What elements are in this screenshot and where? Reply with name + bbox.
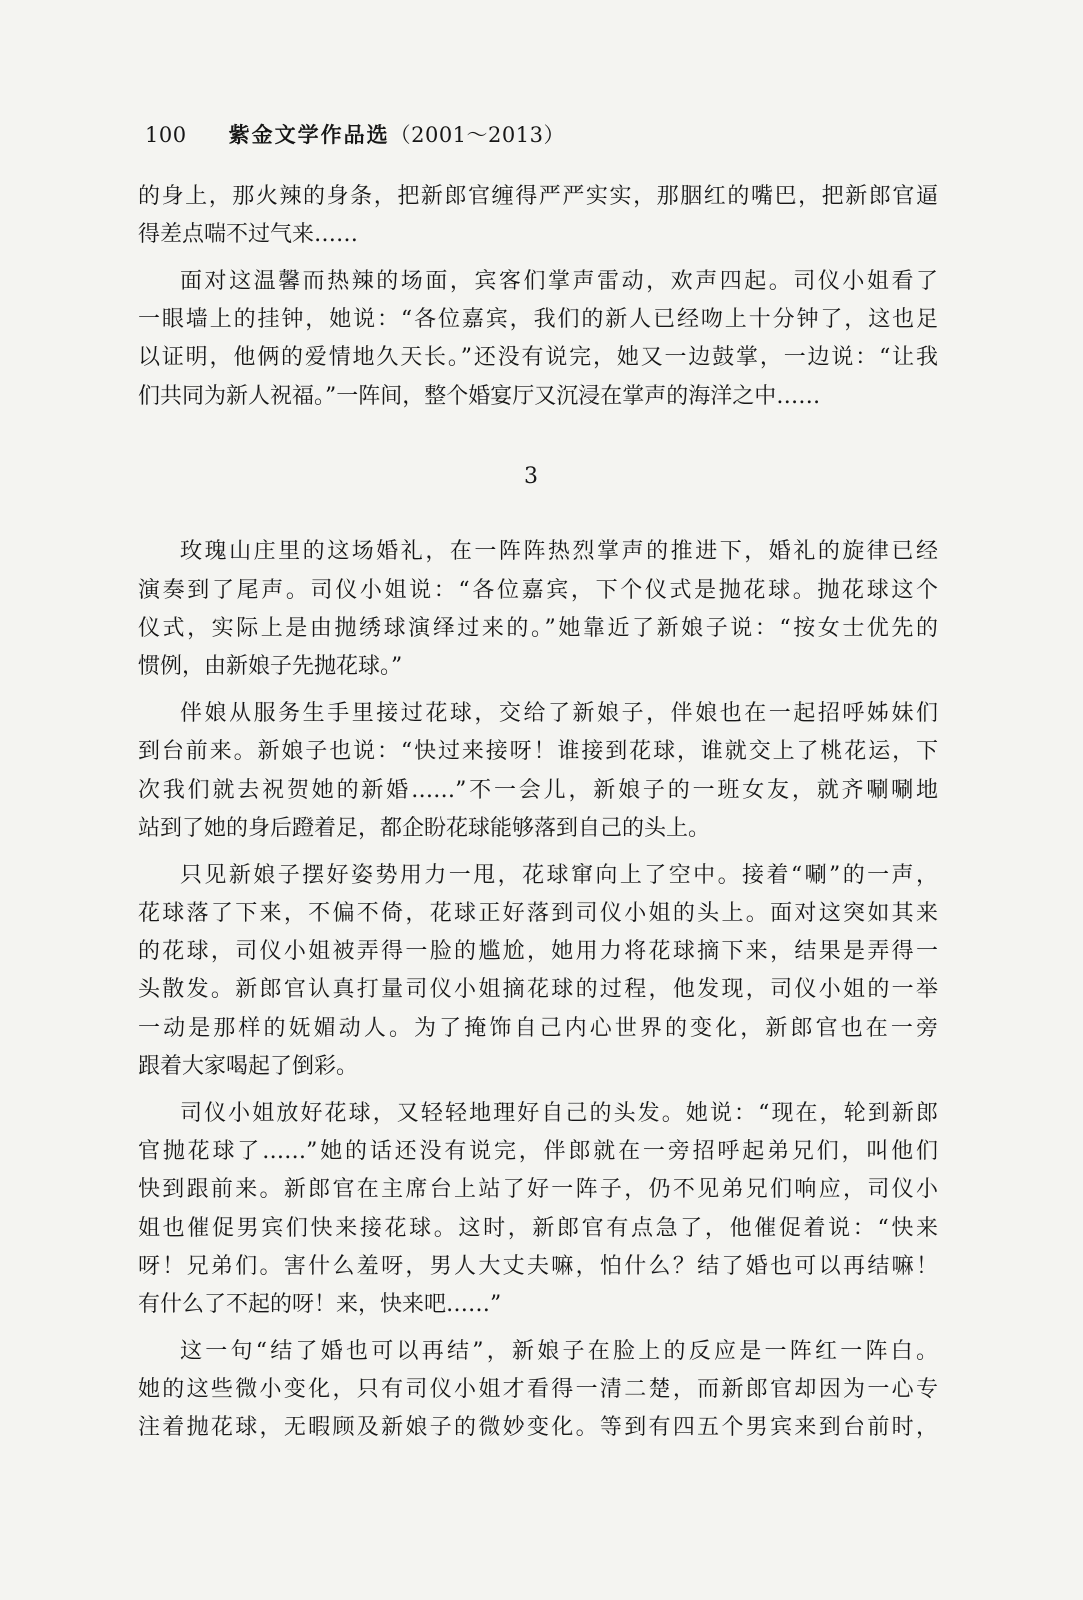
text-line: 司仪小姐放好花球，又轻轻地理好自己的头发。她说：“现在，轮到新郎 (180, 1101, 938, 1126)
text-line: 仪式，实际上是由抛绣球演绎过来的。”她靠近了新娘子说：“按女士优先的 (138, 616, 938, 641)
book-title: 紫金文学作品选 (228, 123, 390, 147)
text-line: 花球落了下来，不偏不倚，花球正好落到司仪小姐的头上。面对这突如其来 (138, 901, 938, 926)
text-line: 伴娘从服务生手里接过花球，交给了新娘子，伴娘也在一起招呼姊妹们 (180, 701, 938, 726)
text-line: 的花球，司仪小姐被弄得一脸的尴尬，她用力将花球摘下来，结果是弄得一 (138, 939, 938, 964)
text-line: 只见新娘子摆好姿势用力一甩，花球窜向上了空中。接着“唰”的一声， (180, 863, 938, 888)
text-line: 跟着大家喝起了倒彩。 (138, 1054, 359, 1079)
text-line: 姐也催促男宾们快来接花球。这时，新郎官有点急了，他催促着说：“快来 (138, 1216, 938, 1241)
text-line: 头散发。新郎官认真打量司仪小姐摘花球的过程，他发现，司仪小姐的一举 (138, 977, 938, 1002)
text-line: 呀！兄弟们。害什么羞呀，男人大丈夫嘛，怕什么？结了婚也可以再结嘛！ (138, 1254, 938, 1279)
text-line: 得差点喘不过气来…… (138, 222, 359, 247)
section-number: 3 (524, 464, 538, 489)
text-line: 惯例，由新娘子先抛花球。” (138, 654, 403, 679)
text-line: 快到跟前来。新郎官在主席台上站了好一阵子，仍不见弟兄们响应，司仪小 (138, 1177, 938, 1202)
text-line: 官抛花球了……”她的话还没有说完，伴郎就在一旁招呼起弟兄们，叫他们 (138, 1139, 938, 1164)
text-line: 一眼墙上的挂钟，她说：“各位嘉宾，我们的新人已经吻上十分钟了，这也足 (138, 307, 938, 332)
text-line: 有什么了不起的呀！来，快来吧……” (138, 1292, 502, 1317)
text-line: 注着抛花球，无暇顾及新娘子的微妙变化。等到有四五个男宾来到台前时， (138, 1415, 938, 1440)
text-line: 一动是那样的妩媚动人。为了掩饰自己内心世界的变化，新郎官也在一旁 (138, 1016, 938, 1041)
page-number: 100 (145, 123, 187, 147)
text-line: 到台前来。新娘子也说：“快过来接呀！谁接到花球，谁就交上了桃花运，下 (138, 739, 938, 764)
text-line: 她的这些微小变化，只有司仪小姐才看得一清二楚，而新郎官却因为一心专 (138, 1377, 938, 1402)
text-line: 的身上，那火辣的身条，把新郎官缠得严严实实，那胭红的嘴巴，把新郎官逼 (138, 184, 938, 209)
text-line: 面对这温馨而热辣的场面，宾客们掌声雷动，欢声四起。司仪小姐看了 (180, 269, 938, 294)
text-line: 以证明，他俩的爱情地久天长。”还没有说完，她又一边鼓掌，一边说：“让我 (138, 345, 938, 370)
text-line: 次我们就去祝贺她的新婚……”不一会儿，新娘子的一班女友，就齐唰唰地 (138, 778, 938, 803)
text-line: 玫瑰山庄里的这场婚礼，在一阵阵热烈掌声的推进下，婚礼的旋律已经 (180, 539, 938, 564)
text-line: 这一句“结了婚也可以再结”，新娘子在脸上的反应是一阵红一阵白。 (180, 1339, 938, 1364)
text-line: 们共同为新人祝福。”一阵间，整个婚宴厅又沉浸在掌声的海洋之中…… (138, 384, 821, 409)
book-years: （2001～2013） (389, 123, 565, 147)
text-line: 演奏到了尾声。司仪小姐说：“各位嘉宾，下个仪式是抛花球。抛花球这个 (138, 578, 938, 603)
running-head (145, 119, 565, 149)
text-line: 站到了她的身后蹬着足，都企盼花球能够落到自己的头上。 (138, 816, 711, 841)
